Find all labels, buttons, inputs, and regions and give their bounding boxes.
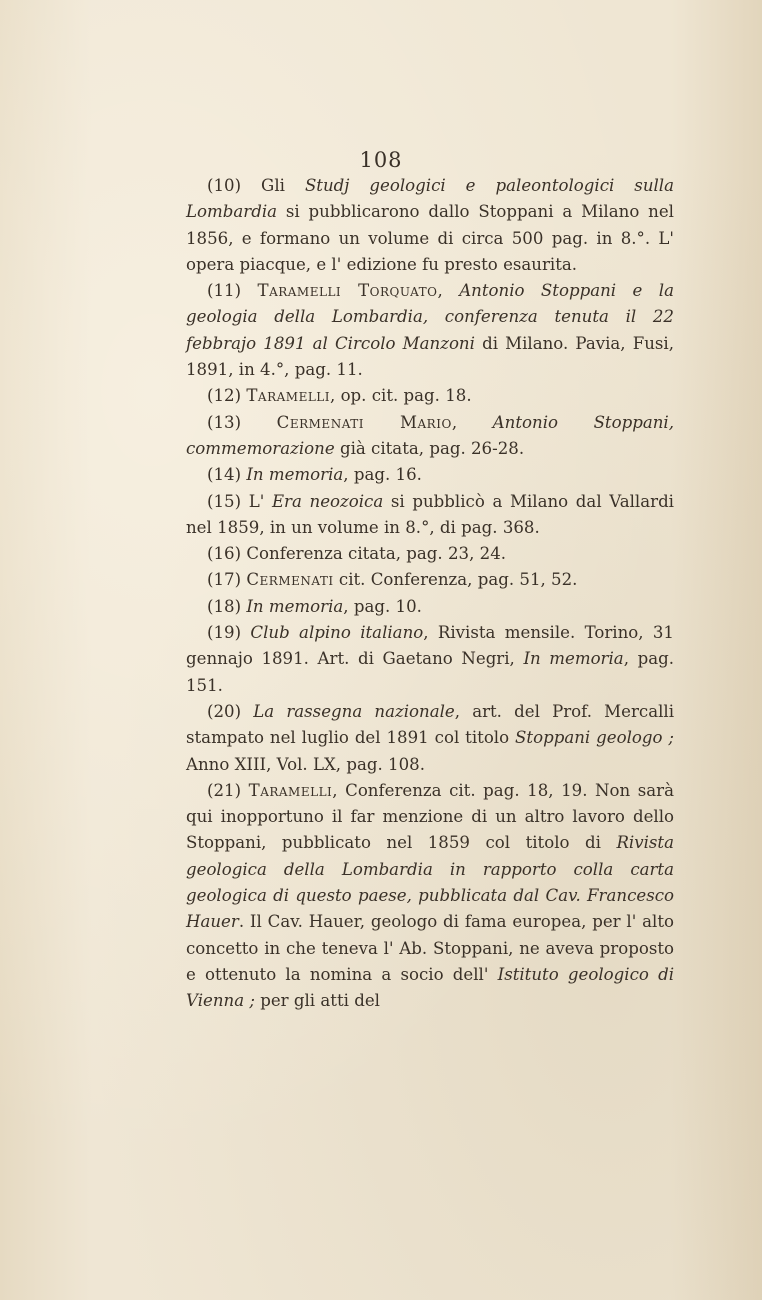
footnote-text-run: Cermenati <box>246 570 334 590</box>
footnote <box>186 462 674 488</box>
footnote <box>186 383 674 409</box>
footnote-text-run: (20) <box>207 701 254 721</box>
footnote-text-run: Istituto geologico di Vienna ; <box>186 964 675 1011</box>
footnote-text-run: di Milano. Pavia, Fusi, 1891, in 4.°, pag. 11. <box>186 333 674 380</box>
footnote-text-run: (19) <box>207 623 251 643</box>
footnote <box>186 594 674 620</box>
footnote <box>186 699 674 778</box>
footnotes-block <box>186 173 674 1015</box>
footnote <box>186 778 674 1015</box>
footnote-text-run: , art. del Prof. Mercalli stampato nel luglio del 1891 col titolo <box>186 701 675 748</box>
footnote-text-run: , op. cit. pag. 18. <box>330 386 472 406</box>
footnote-text-run: La rassegna nazionale <box>253 701 455 721</box>
footnote-text-run: Anno XIII, Vol. LX, pag. 108. <box>186 754 425 774</box>
footnote-text-run: (21) <box>207 780 249 800</box>
footnote <box>186 278 674 383</box>
footnote-text-run: Rivista geologica della Lombardia in rapporto colla carta geologica di questo paese, pubblicata dal Cav. Francesco Hauer <box>186 833 674 932</box>
footnote-text-run: Taramelli Torquato <box>257 281 438 301</box>
footnote-text-run: si pubblicarono dallo Stoppani a Milano nel 1856, e formano un volume di circa 500 pag. in 8.°. L' opera piacque, e l' edizione fu presto esaurita. <box>186 202 674 274</box>
footnote <box>186 541 674 567</box>
footnote-text-run: , pag. 10. <box>343 596 422 616</box>
footnote <box>186 173 674 278</box>
footnote-text-run: (10) Gli <box>207 176 305 195</box>
footnote-text-run: (18) <box>207 596 247 616</box>
footnote-text-run: Cermenati Mario <box>276 412 452 432</box>
footnote <box>186 620 674 699</box>
footnote-text-run: per gli atti del <box>254 991 380 1011</box>
page-number: 108 <box>359 148 403 172</box>
footnote-text-run: Studj geologici e paleontologici sulla Lombardia <box>186 176 675 222</box>
footnote-text-run: Club alpino italiano <box>250 623 424 643</box>
footnote <box>186 489 674 542</box>
footnote-text-run: , Rivista mensile. Torino, 31 gennajo 1891. Art. di Gaetano Negri, <box>186 623 674 669</box>
footnote-text-run: In memoria <box>523 649 624 669</box>
footnote-text-run: Antonio Stoppani, commemorazione <box>186 412 674 458</box>
footnote <box>186 567 674 593</box>
footnote-text-run: . Il Cav. Hauer, geologo di fama europea, per l' alto concetto in che teneva l' Ab. Stoppani, ne aveva proposto e ottenuto la nomina a socio dell' <box>186 912 674 984</box>
footnote-text-run: Stoppani geologo ; <box>515 728 674 748</box>
footnote-text-run: (12) <box>207 386 247 406</box>
footnote <box>186 410 674 463</box>
footnote-text-run: Taramelli <box>248 780 333 800</box>
footnote-text-run: cit. Conferenza, pag. 51, 52. <box>333 570 578 590</box>
footnote-text-run: (11) <box>207 281 258 301</box>
footnote-text-run: , pag. 16. <box>343 465 422 485</box>
footnote-text-run: , <box>437 281 460 301</box>
footnote-text-run: In memoria <box>246 596 344 616</box>
footnote-text-run: (16) Conferenza citata, pag. 23, 24. <box>207 544 507 564</box>
footnote-text-run: Antonio Stoppani e la geologia della Lombardia, conferenza tenuta il 22 febbrajo 1891 al Circolo Manzoni <box>186 281 674 353</box>
footnote-text-run: (14) <box>207 465 247 485</box>
footnote-text-run: , Conferenza cit. pag. 18, 19. Non sarà qui inopportuno il far menzione di un altro lavoro dello Stoppani, pubblicato nel 1859 col titolo di <box>186 780 674 853</box>
footnote-text-run: Taramelli <box>246 386 331 406</box>
footnote-text-run: già citata, pag. 26-28. <box>334 438 525 458</box>
footnote-text-run: si pubblicò a Milano dal Vallardi nel 1859, in un volume in 8.°, di pag. 368. <box>186 491 674 537</box>
footnote-text-run: , <box>451 412 493 432</box>
footnote-text-run: In memoria <box>246 465 344 485</box>
footnote-text-run: Era neozoica <box>271 491 384 511</box>
footnote-text-run: , pag. 151. <box>186 649 674 695</box>
footnote-text-run: (15) L' <box>207 491 272 511</box>
footnote-text-run: (17) <box>207 570 247 590</box>
footnote-text-run: (13) <box>207 412 277 432</box>
